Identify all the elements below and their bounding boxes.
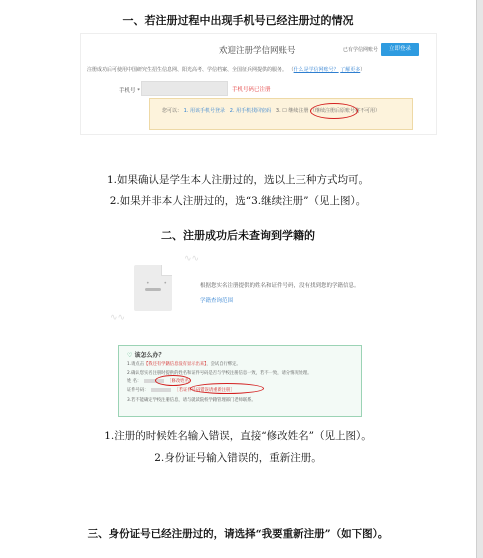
option-continue-note: （继续注册后原账号将不可用） xyxy=(309,108,380,114)
decor-squiggle-2: ∿∿ xyxy=(110,313,126,323)
option-recover[interactable]: 2. 用手机找回密码 xyxy=(229,108,272,114)
query-scope-link[interactable]: 学籍查询范围 xyxy=(200,298,234,304)
reregister-link[interactable]: ［若证件号码错误请重新注册］ xyxy=(174,388,235,393)
document-face-icon: • • xyxy=(146,280,173,287)
option-login[interactable]: 1. 用该手机号登录 xyxy=(183,108,225,114)
phone-label: 手机号 * xyxy=(119,88,140,94)
help-title xyxy=(127,350,165,359)
help-line1-a: 1.请点击 xyxy=(127,362,144,367)
help-line1-c: ，尝试自行绑定。 xyxy=(206,362,241,367)
has-account-text: 已有学信网账号 xyxy=(343,47,379,53)
help-line-2: 2.确认您实名注册时提供的姓名和证件号码是否与学校注册信息一致，若不一致，请分情况处理。 xyxy=(127,371,312,376)
option-continue[interactable]: 3. ☐ 继续注册 xyxy=(275,108,309,114)
no-record-screenshot xyxy=(102,250,410,336)
heart-icon: ♡ xyxy=(127,352,133,359)
section3-heading: 三、身份证号已经注册过的，请选择“我要重新注册”（如下图）。 xyxy=(87,528,389,540)
options-box xyxy=(149,98,413,130)
notice-text: 注册成功后可使用中国研究生招生信息网、阳光高考、学信档案、全国征兵网提供的服务。 xyxy=(87,67,288,73)
options-prefix: 您可以： xyxy=(162,108,183,114)
section1-para2: 2.如果并非本人注册过的，选“3.继续注册”（见上图）。 xyxy=(109,195,367,207)
section1-heading: 一、若注册过程中出现手机号已经注册过的情况 xyxy=(122,14,354,27)
login-button[interactable]: 立即登录 xyxy=(381,43,419,56)
id-redacted xyxy=(151,388,171,392)
register-notice: 注册成功后可使用中国研究生招生信息网、阳光高考、学信档案、全国征兵网提供的服务。 （什么是学信网账号？ 了解更多） xyxy=(87,67,366,73)
register-title: 欢迎注册学信网账号 xyxy=(219,46,296,56)
name-label: 姓 名： xyxy=(127,379,142,384)
learn-more-link[interactable]: 了解更多 xyxy=(340,67,361,73)
highlight-ring-name xyxy=(155,375,194,386)
help-title-text: 该怎么办？ xyxy=(134,352,165,359)
decor-squiggle: ∿∿ xyxy=(184,254,200,264)
section2-para1: 1.注册的时候姓名输入错误，直接“修改姓名”（见上图）。 xyxy=(104,430,372,442)
help-line-1 xyxy=(127,361,241,367)
phone-input[interactable] xyxy=(141,81,228,96)
registration-screenshot xyxy=(80,33,437,135)
scrollbar[interactable] xyxy=(476,0,483,558)
help-line-5: 3.若不能确定学校注册信息，请与就读院校学籍管理部门老师联系。 xyxy=(127,398,256,403)
what-is-account-link[interactable]: 什么是学信网账号？ xyxy=(293,67,339,73)
document-mouth-icon xyxy=(145,288,161,291)
no-record-message: 根据您实名注册提供的姓名和证件号码，没有找到您的学籍信息。 xyxy=(200,283,360,289)
phone-error: 手机号码已注册 xyxy=(232,87,271,93)
highlight-ring-id xyxy=(190,383,264,394)
bind-record-link[interactable]: 【我还有学籍信息没有显示出来】 xyxy=(144,362,207,367)
highlight-ring xyxy=(310,103,358,119)
section1-para1: 1.如果确认是学生本人注册过的，选以上三种方式均可。 xyxy=(106,174,370,186)
section2-para2: 2.身份证号输入错误的，重新注册。 xyxy=(154,452,322,464)
edit-name-link[interactable]: ［修改姓名］ xyxy=(167,379,194,384)
help-box xyxy=(118,345,362,417)
section2-heading: 二、注册成功后未查询到学籍的 xyxy=(161,229,315,242)
id-label: 证件号码： xyxy=(127,388,149,393)
